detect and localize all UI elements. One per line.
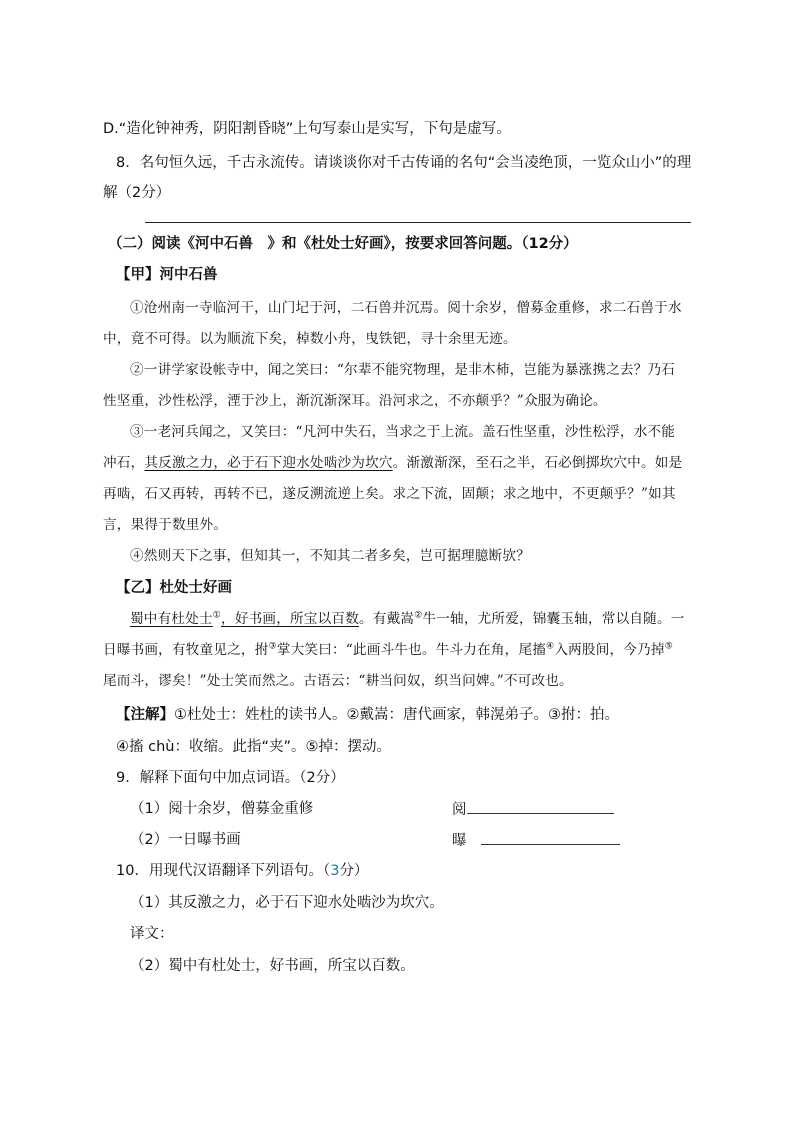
q9-item1-word: 阅 [452, 802, 467, 818]
note-marker-5: ⑤ [664, 641, 673, 652]
q10-title-a: 10．用现代汉语翻译下列语句。（ [116, 863, 331, 879]
notes-text-1: ①杜处士：姓杜的读书人。②戴嵩：唐代画家，韩滉弟子。③拊：拍。 [174, 707, 619, 723]
underlined-sentence-2b: ，好书画，所宝以百数 [221, 611, 359, 627]
jia-p3-line3: 再啮，石又再转，再转不已，遂反溯流逆上矣。求之下流，固颠；求之地中，不更颠乎？”如其 [103, 486, 676, 502]
q9-item2: （2）一日曝书画 [130, 832, 241, 848]
q10-score: 3 [330, 863, 340, 879]
yi-line2-a: 日曝书画，有牧童见之，拊 [103, 642, 269, 658]
question-9-title: 9．解释下面句中加点词语。（2分） [116, 770, 345, 786]
q10-translation-label: 译文： [130, 926, 174, 942]
passage-yi-title: 【乙】杜处士好画 [116, 580, 232, 596]
section-title: （二）阅读《河中石兽 》和《杜处士好画》，按要求回答问题。（12分） [108, 236, 578, 252]
answer-line [145, 222, 691, 223]
q9-item1-answer [452, 799, 614, 820]
yi-line2-b: 掌大笑曰：“此画斗牛也。牛斗力在角，尾搐 [276, 642, 547, 658]
yi-line3: 尾而斗，谬矣！”处士笑而然之。古语云：“耕当问奴，织当问婢。”不可改也。 [103, 673, 573, 689]
q9-item1: （1）阅十余岁，僧募金重修 [130, 801, 314, 817]
jia-p3-line2 [103, 453, 682, 473]
jia-p3-line4: 言，果得于数里外。 [103, 517, 228, 533]
q10-item2: （2）蜀中有杜处士，好书画，所宝以百数。 [130, 958, 415, 974]
question-8-line1: 8．名句恒久远，千古永流传。请谈谈你对千古传诵的名句“会当凌绝顶，一览众山小”的理 [116, 155, 692, 171]
jia-p1-line1: ①沧州南一寺临河干，山门圮于河，二石兽并沉焉。阅十余岁，僧募金重修，求二石兽于水 [130, 300, 682, 316]
note-marker-1: ① [212, 610, 222, 621]
q9-item1-blank[interactable] [467, 799, 614, 814]
q9-item2-word: 曝 [452, 833, 467, 849]
yi-line2 [103, 640, 673, 660]
q10-item1: （1）其反激之力，必于石下迎水处啮沙为坎穴。 [130, 895, 444, 911]
q9-item2-answer [452, 830, 620, 851]
jia-p3-line2-start: 冲石， [103, 455, 145, 471]
q10-title-b: 分） [339, 863, 369, 879]
question-10-title [116, 861, 368, 881]
yi-line1 [130, 609, 685, 629]
yi-line2-c: 入两股间，今乃掉 [554, 642, 665, 658]
notes-label: 【注解】 [116, 707, 174, 723]
underlined-sentence-2a: 蜀中有杜处士 [130, 611, 213, 627]
underlined-sentence-1: 其反激之力，必于石下迎水处啮沙为坎穴 [144, 455, 393, 471]
notes-line2: ④搐 chù：收缩。此指“夹”。⑤掉：摆动。 [116, 739, 391, 755]
q9-item2-blank[interactable] [481, 830, 620, 845]
jia-p3-line2-end: 。渐激渐深，至石之半，石必倒掷坎穴中。如是 [392, 455, 683, 471]
option-d: D.“造化钟神秀，阴阳割昏晓”上句写泰山是实写，下句是虚写。 [103, 121, 511, 137]
note-marker-2: ② [414, 610, 423, 621]
jia-p1-line2: 中，竟不可得。以为顺流下矣，棹数小舟，曳铁钯，寻十余里无迹。 [103, 331, 517, 347]
yi-line1-end: 牛一轴，尤所爱，锦囊玉轴，常以自随。一 [422, 611, 685, 627]
jia-p2-line1: ②一讲学家设帐寺中，闻之笑曰：“尔辈不能究物理，是非木杮，岂能为暴涨携之去？乃石 [130, 362, 676, 378]
jia-p2-line2: 性坚重，沙性松浮，湮于沙上，渐沉渐深耳。沿河求之，不亦颠乎？”众服为确论。 [103, 393, 607, 409]
question-8-line2: 解（2分） [103, 185, 171, 201]
notes-line1 [116, 705, 619, 725]
note-marker-3: ③ [268, 641, 277, 652]
passage-jia-title: 【甲】河中石兽 [116, 267, 218, 283]
jia-p4: ④然则天下之事，但知其一，不知其二者多矣，岂可据理臆断欤？ [130, 548, 531, 564]
jia-p3-line1: ③一老河兵闻之，又笑曰：“凡河中失石，当求之于上流。盖石性坚重，沙性松浮，水不能 [130, 424, 676, 440]
yi-line1-mid: 。有戴嵩 [358, 611, 415, 627]
note-marker-4: ④ [546, 641, 555, 652]
